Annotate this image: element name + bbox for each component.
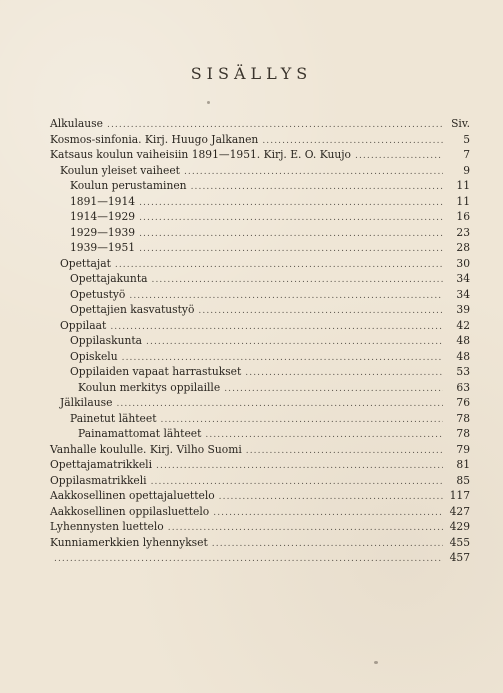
toc-entry-page: 427: [449, 504, 470, 518]
toc-entry-page: 5: [463, 132, 470, 146]
toc-entry-label: Opettajakunta: [70, 272, 148, 285]
toc-entry-page: 85: [456, 473, 470, 487]
toc-entry: [50, 256, 470, 272]
toc-entry: [50, 287, 470, 303]
toc-entry: [50, 442, 470, 458]
toc-entry-label: Oppilaat: [60, 318, 107, 332]
toc-entry: [50, 225, 470, 241]
toc-entry: [50, 519, 470, 535]
toc-entry: [50, 550, 470, 566]
toc-entry-page: 79: [456, 442, 470, 456]
toc-entry-page: 9: [463, 163, 470, 177]
toc-entry-page: 455: [449, 535, 470, 549]
toc-entry: [50, 240, 470, 256]
toc-entry-page: 48: [456, 334, 470, 347]
toc-entry: [50, 333, 470, 349]
toc-entry-label: Koulun yleiset vaiheet: [60, 163, 180, 177]
toc-entry-label: Vanhalle koululle. Kirj. Vilho Suomi: [50, 442, 242, 456]
toc-entry-page: 11: [456, 179, 470, 192]
toc-entry-page: 30: [456, 256, 470, 270]
toc-entry-label: Koulun perustaminen: [70, 179, 187, 192]
paper-speck: [374, 661, 378, 664]
table-of-contents: [50, 116, 470, 566]
paper-speck: [207, 101, 210, 104]
toc-entry-label: Kosmos-sinfonia. Kirj. Huugo Jalkanen: [50, 132, 259, 146]
toc-entry-page: 28: [456, 241, 470, 254]
toc-entry: [50, 535, 470, 551]
toc-entry-label: Kunniamerkkien lyhennykset: [50, 535, 208, 549]
toc-entry-page: Siv.: [451, 117, 470, 130]
toc-entry: [50, 209, 470, 225]
toc-entry-page: 16: [456, 210, 470, 223]
toc-entry-label: Oppilaskunta: [70, 334, 143, 347]
toc-entry-label: Opettajat: [60, 256, 111, 270]
toc-entry: [50, 380, 470, 396]
toc-entry-page: 53: [456, 365, 470, 378]
toc-entry-page: 34: [456, 287, 470, 301]
toc-entry-label: Oppilasmatrikkeli: [50, 473, 147, 487]
toc-entry-label: Jälkilause: [60, 396, 113, 409]
toc-entry-label: 1929—1939: [70, 225, 136, 239]
toc-entry-label: Opettajamatrikkeli: [50, 458, 153, 471]
toc-entry-page: 117: [449, 489, 470, 502]
toc-entry-page: 11: [456, 194, 470, 208]
toc-entry-label: Koulun merkitys oppilaille: [78, 380, 221, 394]
toc-entry: [50, 364, 470, 380]
toc-entry: [50, 411, 470, 427]
toc-entry: [50, 457, 470, 473]
toc-entry-label: Alkulause: [50, 117, 103, 130]
toc-entry: [50, 504, 470, 520]
toc-entry-label: Opetustyö: [70, 287, 126, 301]
toc-entry-page: 78: [456, 427, 470, 440]
toc-entry-label: Katsaus koulun vaiheisiin 1891—1951. Kirj. E. O. Kuujo: [50, 148, 351, 161]
toc-entry: [50, 147, 470, 163]
toc-entry-label: Opettajien kasvatustyö: [70, 303, 195, 316]
toc-entry-page: 39: [456, 303, 470, 316]
toc-entry-label: 1914—1929: [70, 210, 136, 223]
toc-entry: [50, 473, 470, 489]
toc-entry-label: Painamattomat lähteet: [78, 427, 202, 440]
toc-entry: [50, 194, 470, 210]
toc-entry-page: 63: [456, 380, 470, 394]
toc-entry: [50, 395, 470, 411]
toc-entry-label: 1891—1914: [70, 194, 136, 208]
toc-entry-page: 429: [449, 520, 470, 533]
toc-entry-label: Lyhennysten luettelo: [50, 520, 164, 533]
toc-entry: [50, 318, 470, 334]
toc-entry-label: Oppilaiden vapaat harrastukset: [70, 365, 242, 378]
toc-entry-label: Painetut lähteet: [70, 411, 157, 425]
toc-entry-page: 457: [449, 551, 470, 564]
toc-entry-page: 7: [463, 148, 470, 161]
toc-entry: [50, 116, 470, 132]
toc-entry: [50, 271, 470, 287]
toc-entry-page: 81: [456, 458, 470, 471]
page-title: SISÄLLYS: [190, 64, 313, 83]
dot-leader: [54, 552, 443, 568]
toc-entry: [50, 302, 470, 318]
toc-entry: [50, 349, 470, 365]
toc-entry-page: 78: [456, 411, 470, 425]
toc-entry-page: 48: [456, 349, 470, 363]
toc-entry-page: 42: [456, 318, 470, 332]
toc-entry-label: Aakkosellinen oppilasluettelo: [50, 504, 210, 518]
toc-entry: [50, 132, 470, 148]
toc-entry: [50, 488, 470, 504]
toc-entry: [50, 426, 470, 442]
toc-entry-page: 34: [456, 272, 470, 285]
toc-entry-page: 76: [456, 396, 470, 409]
toc-entry: [50, 178, 470, 194]
toc-entry-page: 23: [456, 225, 470, 239]
toc-entry-label: 1939—1951: [70, 241, 136, 254]
toc-entry-label: Aakkosellinen opettajaluettelo: [50, 489, 215, 502]
toc-entry: [50, 163, 470, 179]
toc-entry-label: Opiskelu: [70, 349, 118, 363]
